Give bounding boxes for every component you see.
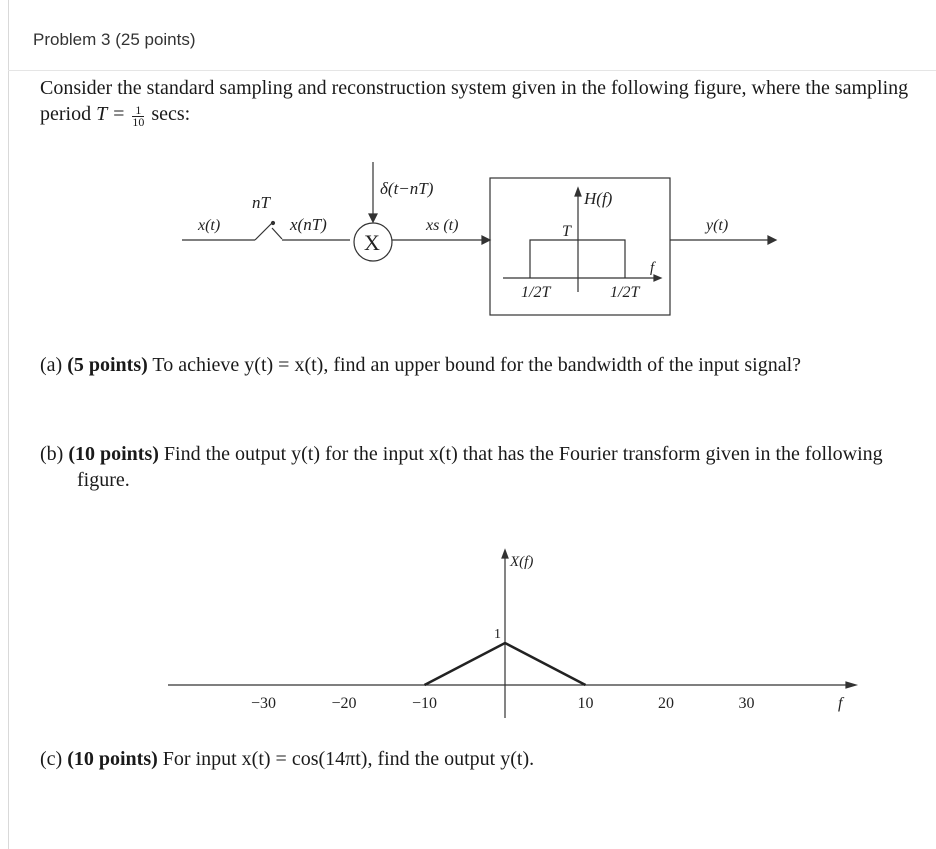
switch-blade xyxy=(255,222,273,240)
part-c-points: (10 points) xyxy=(67,748,158,770)
part-c xyxy=(40,746,920,772)
output-label: y(t) xyxy=(706,217,729,234)
sampled-label: x(nT) xyxy=(290,215,327,234)
spectrum-plot xyxy=(0,540,936,725)
filter-y-arrowhead xyxy=(575,188,581,196)
spectrum-y-arrowhead xyxy=(502,550,508,558)
part-b-text: Find the output y(t) for the input x(t) that has the Fourier transform given in the following figure. xyxy=(77,443,883,491)
x-tick-label: −30 xyxy=(250,695,277,712)
part-b xyxy=(40,441,920,493)
filter-box xyxy=(490,178,670,315)
spectrum-xlabel: f xyxy=(838,695,843,712)
gain-label: T xyxy=(562,223,571,240)
neg-cutoff-label: 1/2T xyxy=(521,284,551,301)
header-divider xyxy=(8,70,936,71)
input-label: x(t) xyxy=(198,217,221,234)
x-tick-label: 30 xyxy=(738,695,755,712)
part-b-label: (b) xyxy=(40,443,64,465)
intro-tail: secs: xyxy=(146,103,191,125)
multiplier-symbol: X xyxy=(364,230,380,255)
output-arrowhead xyxy=(768,236,776,244)
x-tick-label: −20 xyxy=(331,695,357,712)
part-a-label: (a) xyxy=(40,354,63,376)
impulse-train-label: δ(t−nT) xyxy=(380,179,434,198)
part-c-label: (c) xyxy=(40,748,63,770)
sampling-fraction xyxy=(132,105,144,128)
impulse-arrowhead xyxy=(369,214,377,222)
intro-paragraph xyxy=(40,75,920,128)
freq-label: f xyxy=(650,260,655,276)
x-tick-label: −10 xyxy=(411,695,438,712)
spectrum-peak-label: 1 xyxy=(494,627,501,642)
pos-cutoff-label: 1/2T xyxy=(610,284,640,301)
modulated-label: xs (t) xyxy=(426,217,459,234)
part-a-text: To achieve y(t) = x(t), find an upper bound for the bandwidth of the input signal? xyxy=(147,354,802,376)
intro-eq: T = xyxy=(96,103,131,125)
frac-denominator: 10 xyxy=(132,115,145,129)
frac-numerator: 1 xyxy=(135,103,142,117)
sampling-system-diagram xyxy=(170,160,790,325)
part-c-text: For input x(t) = cos(14πt), find the output y(t). xyxy=(157,748,535,770)
switch-label: nT xyxy=(252,193,270,212)
x-tick-label: 20 xyxy=(658,695,674,712)
switch-contact xyxy=(272,222,275,225)
x-tick-label: 10 xyxy=(577,695,594,712)
part-a-points: (5 points) xyxy=(67,354,148,376)
part-a xyxy=(40,352,920,378)
spectrum-ticks xyxy=(251,695,755,712)
spectrum-x-arrowhead xyxy=(846,682,856,688)
switch-contact-line xyxy=(272,228,282,239)
filter-x-arrowhead xyxy=(654,275,661,281)
intro-text: Consider the standard sampling and reconstruction system given in the following figure, where the sampling period xyxy=(40,77,909,125)
filter-label: H(f) xyxy=(584,189,613,208)
spectrum-ylabel: X(f) xyxy=(510,554,534,570)
problem-header: Problem 3 (25 points) xyxy=(33,30,196,49)
part-b-points: (10 points) xyxy=(68,443,159,465)
modulated-arrowhead xyxy=(482,236,490,244)
